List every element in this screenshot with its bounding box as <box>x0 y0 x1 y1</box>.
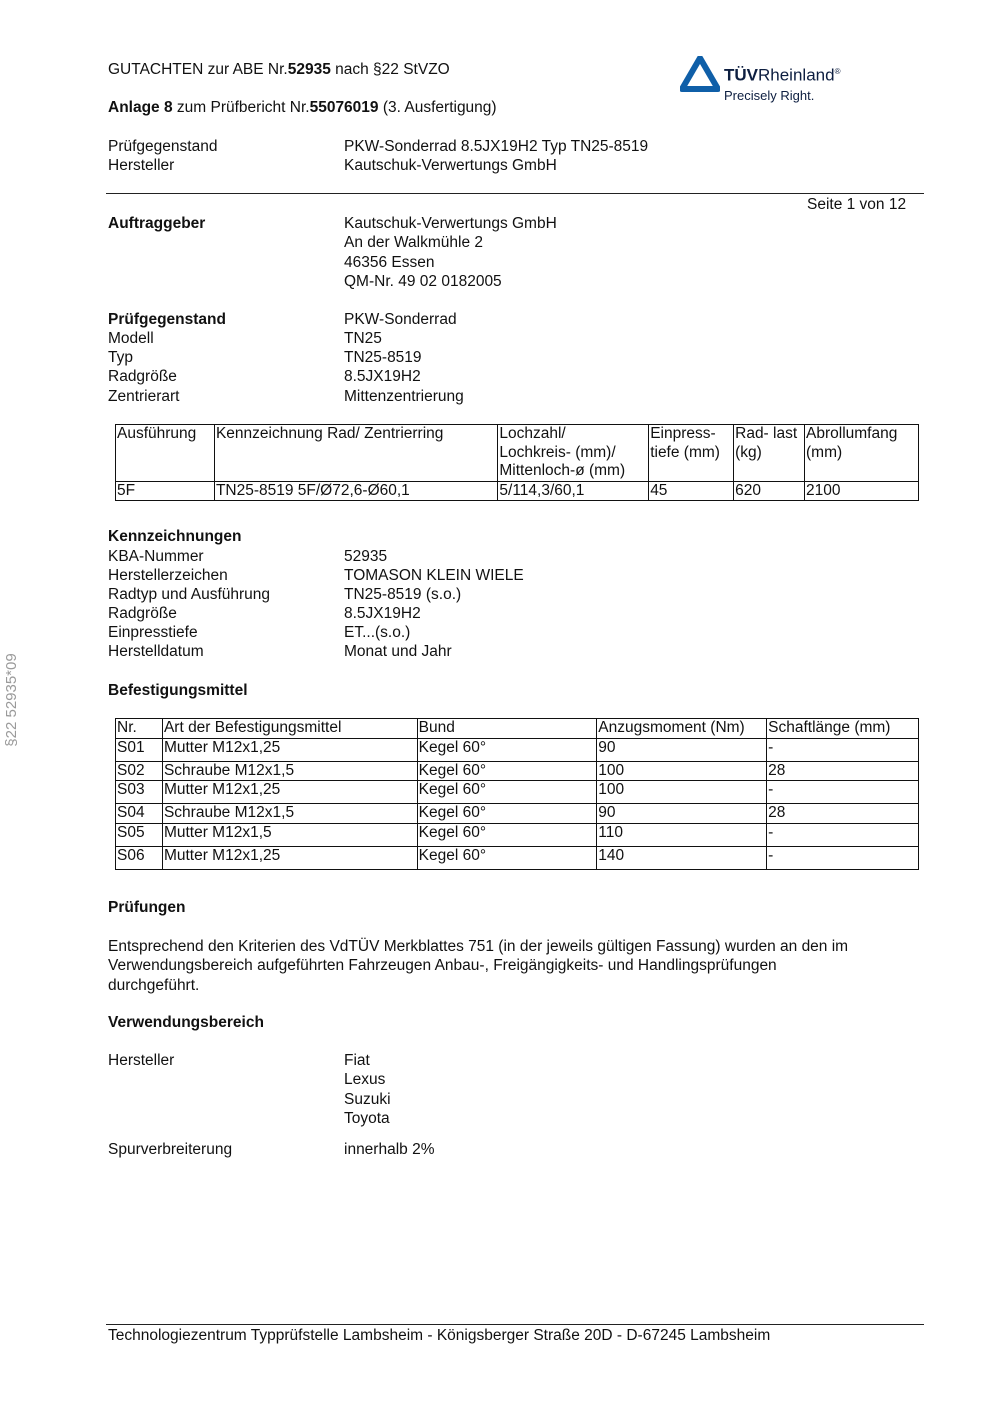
k-radgroesse-label: Radgröße <box>108 605 177 622</box>
einpresstiefe-value: ET...(s.o.) <box>344 624 411 641</box>
header-divider <box>106 193 924 194</box>
table-header-cell: Rad- last (kg) <box>734 425 805 482</box>
table-row <box>116 738 919 761</box>
table-header-cell: Lochzahl/ Lochkreis- (mm)/ Mittenloch-ø (mm) <box>498 425 649 482</box>
table-row <box>116 761 919 781</box>
pruefgegenstand-row <box>108 310 908 329</box>
logo-brand-rest: Rheinland <box>758 65 835 85</box>
table-cell: Mutter M12x1,25 <box>162 781 417 804</box>
table-cell: 100 <box>597 781 767 804</box>
anlage-label: Anlage 8 <box>108 99 173 116</box>
table-cell: Kegel 60° <box>417 738 597 761</box>
herstelldatum-label: Herstelldatum <box>108 643 204 660</box>
table-cell: S05 <box>116 823 163 846</box>
pruefungen-line: Entsprechend den Kriterien des VdTÜV Merkblattes 751 (in der jeweils gültigen Fassung) wurden an den im <box>108 938 849 955</box>
k-radgroesse-value: 8.5JX19H2 <box>344 605 421 622</box>
table-cell: 100 <box>597 761 767 781</box>
header-title-prefix: GUTACHTEN zur ABE Nr. <box>108 61 288 78</box>
report-number: 55076019 <box>309 99 379 116</box>
table-row <box>116 846 919 869</box>
auftraggeber-line: Kautschuk-Verwertungs GmbH <box>344 215 557 232</box>
befestigung-title: Befestigungsmittel <box>108 682 248 699</box>
header-title-suffix: nach §22 StVZO <box>330 61 450 78</box>
einpresstiefe-label: Einpresstiefe <box>108 624 198 641</box>
auftraggeber-line: 46356 Essen <box>344 253 435 271</box>
table-header-row <box>116 425 919 482</box>
header-subtitle <box>108 98 497 117</box>
radgroesse-value: 8.5JX19H2 <box>344 368 421 385</box>
typ-row <box>108 348 908 367</box>
ausfuehrung-table <box>115 424 919 501</box>
list-item: Toyota <box>344 1109 390 1127</box>
table-header-cell: Anzugsmoment (Nm) <box>597 719 767 739</box>
table-cell: Kegel 60° <box>417 846 597 869</box>
table-header-cell: Art der Befestigungsmittel <box>162 719 417 739</box>
auftraggeber-label: Auftraggeber <box>108 215 206 232</box>
table-cell: - <box>767 781 919 804</box>
table-cell: Mutter M12x1,25 <box>162 738 417 761</box>
pruefungen-line: durchgeführt. <box>108 976 200 994</box>
header-hersteller-value: Kautschuk-Verwertungs GmbH <box>344 157 557 174</box>
pruefungen-title: Prüfungen <box>108 899 186 916</box>
table-row <box>116 823 919 846</box>
table-cell: S03 <box>116 781 163 804</box>
herstellerzeichen-label: Herstellerzeichen <box>108 567 228 584</box>
table-cell: 620 <box>734 481 805 501</box>
triangle-logo-icon <box>680 56 720 92</box>
header-hersteller-label: Hersteller <box>108 157 175 174</box>
table-cell: S06 <box>116 846 163 869</box>
radgroesse-row <box>108 367 908 386</box>
table-cell: 45 <box>649 481 734 501</box>
auftraggeber-line: QM-Nr. 49 02 0182005 <box>344 272 502 290</box>
table-cell: Mutter M12x1,5 <box>162 823 417 846</box>
verwendungsbereich-title: Verwendungsbereich <box>108 1014 264 1031</box>
typ-value: TN25-8519 <box>344 349 422 366</box>
table-cell: 110 <box>597 823 767 846</box>
table-cell: S04 <box>116 804 163 824</box>
radtyp-row <box>108 585 908 604</box>
modell-label: Modell <box>108 330 154 347</box>
list-item: Lexus <box>344 1071 386 1089</box>
table-cell: 5/114,3/60,1 <box>498 481 649 501</box>
table-header-cell: Bund <box>417 719 597 739</box>
page-number: Seite 1 von 12 <box>807 196 907 213</box>
header-title <box>108 60 450 79</box>
vb-hersteller-label: Hersteller <box>108 1052 175 1069</box>
footer-divider <box>106 1324 924 1325</box>
table-header-cell: Nr. <box>116 719 163 739</box>
spurverbreiterung-row <box>108 1140 908 1159</box>
table-cell: Kegel 60° <box>417 761 597 781</box>
abe-number: 52935 <box>287 61 331 78</box>
header-pruefgegenstand-value: PKW-Sonderrad 8.5JX19H2 Typ TN25-8519 <box>344 138 649 155</box>
table-header-row <box>116 719 919 739</box>
radgroesse-label: Radgröße <box>108 368 177 385</box>
logo-brand <box>724 62 840 85</box>
spurverbreiterung-label: Spurverbreiterung <box>108 1141 233 1158</box>
pruefgegenstand-value: PKW-Sonderrad <box>344 311 457 328</box>
herstelldatum-row <box>108 642 908 661</box>
table-cell: 5F <box>116 481 215 501</box>
list-item: Suzuki <box>344 1090 391 1108</box>
kba-label: KBA-Nummer <box>108 548 204 565</box>
auftraggeber-line: An der Walkmühle 2 <box>344 234 483 252</box>
logo-registered: ® <box>834 67 841 76</box>
table-cell: S01 <box>116 738 163 761</box>
table-cell: 28 <box>767 804 919 824</box>
kennzeichnungen-title: Kennzeichnungen <box>108 528 242 545</box>
radtyp-value: TN25-8519 (s.o.) <box>344 586 462 603</box>
table-cell: Kegel 60° <box>417 804 597 824</box>
einpresstiefe-row <box>108 623 908 642</box>
table-cell: S02 <box>116 761 163 781</box>
zentrierart-label: Zentrierart <box>108 388 180 405</box>
header-pruefgegenstand-row <box>108 137 908 156</box>
table-cell: - <box>767 823 919 846</box>
report-prefix: zum Prüfbericht Nr. <box>172 99 310 116</box>
spurverbreiterung-value: innerhalb 2% <box>344 1141 435 1158</box>
list-item: Fiat <box>344 1052 370 1069</box>
typ-label: Typ <box>108 349 133 366</box>
kba-row <box>108 547 908 566</box>
table-cell: Kegel 60° <box>417 781 597 804</box>
logo-brand-bold: TÜV <box>724 65 758 85</box>
modell-row <box>108 329 908 348</box>
header-pruefgegenstand-label: Prüfgegenstand <box>108 138 218 155</box>
modell-value: TN25 <box>344 330 382 347</box>
table-header-cell: Schaftlänge (mm) <box>767 719 919 739</box>
kba-value: 52935 <box>344 548 388 565</box>
table-cell: 140 <box>597 846 767 869</box>
table-cell: TN25-8519 5F/Ø72,6-Ø60,1 <box>214 481 497 501</box>
befestigung-table <box>115 718 919 870</box>
table-cell: 28 <box>767 761 919 781</box>
table-row <box>116 781 919 804</box>
table-cell: Schraube M12x1,5 <box>162 761 417 781</box>
herstelldatum-value: Monat und Jahr <box>344 643 452 660</box>
footer-text: Technologiezentrum Typprüfstelle Lambsheim - Königsberger Straße 20D - D-67245 Lambsheim <box>108 1327 771 1344</box>
table-cell: 90 <box>597 738 767 761</box>
table-header-cell: Ausführung <box>116 425 215 482</box>
table-cell: 2100 <box>805 481 919 501</box>
table-cell: Kegel 60° <box>417 823 597 846</box>
tuv-rheinland-logo <box>680 56 880 104</box>
table-cell: - <box>767 738 919 761</box>
radtyp-label: Radtyp und Ausführung <box>108 586 271 603</box>
table-header-cell: Einpress- tiefe (mm) <box>649 425 734 482</box>
k-radgroesse-row <box>108 604 908 623</box>
table-cell: Mutter M12x1,25 <box>162 846 417 869</box>
herstellerzeichen-value: TOMASON KLEIN WIELE <box>344 567 524 584</box>
side-reference-text: §22 52935*09 <box>3 653 20 747</box>
table-cell: Schraube M12x1,5 <box>162 804 417 824</box>
table-cell: - <box>767 846 919 869</box>
pruefgegenstand-label: Prüfgegenstand <box>108 311 226 328</box>
vb-hersteller-list <box>344 1051 391 1128</box>
table-cell: 90 <box>597 804 767 824</box>
report-suffix: (3. Ausfertigung) <box>378 99 497 116</box>
pruefungen-text <box>108 937 923 995</box>
table-header-cell: Kennzeichnung Rad/ Zentrierring <box>214 425 497 482</box>
logo-claim: Precisely Right. <box>724 88 815 103</box>
table-row <box>116 804 919 824</box>
auftraggeber-address <box>344 214 557 291</box>
header-hersteller-row <box>108 156 908 175</box>
table-header-cell: Abrollumfang (mm) <box>805 425 919 482</box>
pruefungen-line: Verwendungsbereich aufgeführten Fahrzeugen Anbau-, Freigängigkeits- und Handlingsprüfungen <box>108 957 777 975</box>
zentrierart-row <box>108 387 908 406</box>
table-row <box>116 481 919 501</box>
zentrierart-value: Mittenzentrierung <box>344 388 464 405</box>
herstellerzeichen-row <box>108 566 908 585</box>
